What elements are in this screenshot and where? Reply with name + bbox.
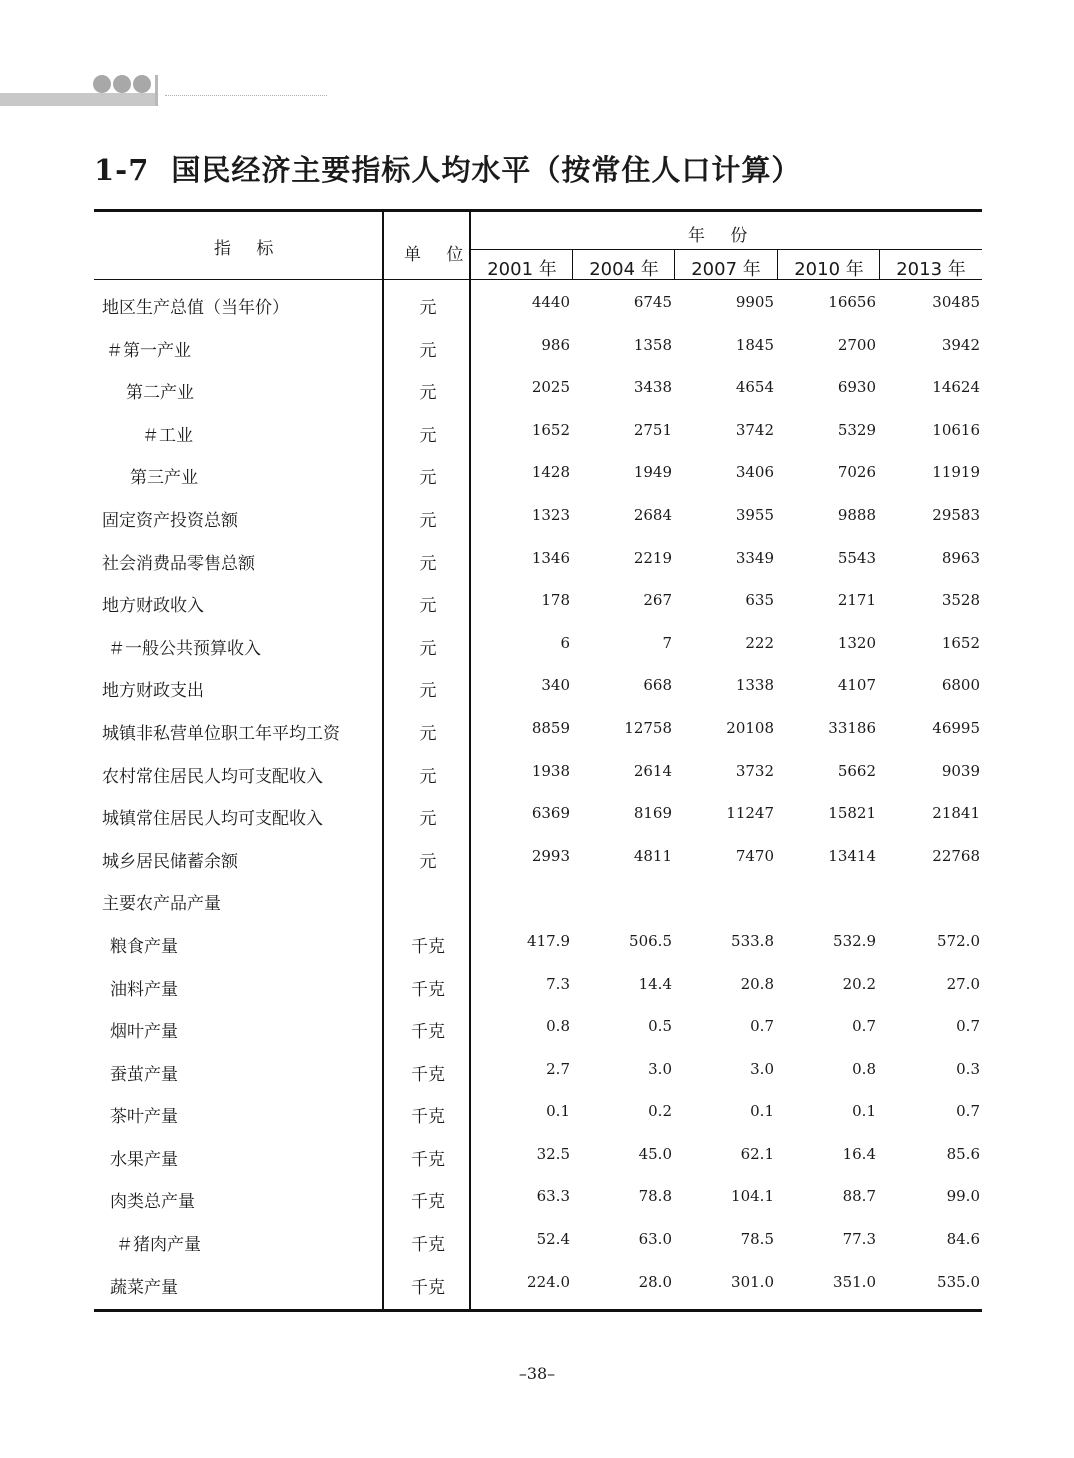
row-value-2010: 16656 xyxy=(828,293,876,311)
row-value-2010: 6930 xyxy=(837,378,876,397)
row-value-2013: 1652 xyxy=(941,633,980,652)
row-value-2010: 532.9 xyxy=(833,931,876,950)
table-row xyxy=(94,579,982,622)
row-value-2004: 6745 xyxy=(633,293,672,311)
row-value-2004: 3438 xyxy=(633,378,672,397)
table-row xyxy=(94,750,982,793)
table-row xyxy=(94,1175,982,1218)
row-value-2001: 224.0 xyxy=(527,1272,570,1291)
row-indicator: 肉类总产量 xyxy=(110,1192,195,1213)
row-value-2013: 46995 xyxy=(932,718,980,737)
row-value-2004: 668 xyxy=(643,676,672,695)
row-value-2001: 7.3 xyxy=(546,974,570,993)
table-row xyxy=(94,920,982,963)
row-indicator: 地方财政支出 xyxy=(102,681,204,702)
row-unit: 千克 xyxy=(411,979,445,1000)
row-unit: 元 xyxy=(419,766,437,787)
row-value-2007: 301.0 xyxy=(731,1272,774,1291)
row-value-2013: 84.6 xyxy=(946,1230,980,1249)
row-value-2010: 9888 xyxy=(837,505,876,524)
row-value-2013: 10616 xyxy=(932,420,980,439)
row-unit: 千克 xyxy=(411,1107,445,1128)
row-value-2007: 3.0 xyxy=(750,1059,774,1078)
row-unit: 元 xyxy=(419,809,437,830)
row-value-2007: 0.7 xyxy=(750,1017,774,1036)
row-value-2013: 21841 xyxy=(932,804,980,823)
table-row xyxy=(94,877,982,920)
row-value-2004: 2684 xyxy=(633,505,672,524)
row-value-2010: 16.4 xyxy=(842,1144,876,1163)
row-value-2004: 4811 xyxy=(633,846,672,865)
year-header-2013: 2013 年 xyxy=(896,259,966,280)
row-unit: 元 xyxy=(419,383,437,404)
row-value-2007: 78.5 xyxy=(740,1230,774,1249)
row-value-2013: 3528 xyxy=(941,591,980,610)
header-dot xyxy=(133,75,151,93)
row-indicator: 第三产业 xyxy=(130,468,198,489)
header-bar xyxy=(0,93,155,106)
row-indicator: 水果产量 xyxy=(110,1149,178,1170)
row-value-2004: 506.5 xyxy=(629,931,672,950)
row-value-2004: 2219 xyxy=(633,548,672,567)
row-indicator: 城镇常住居民人均可支配收入 xyxy=(102,809,323,830)
table-title-text: 国民经济主要指标人均水平（按常住人口计算） xyxy=(171,153,802,187)
row-value-2010: 5662 xyxy=(837,761,876,780)
row-value-2004: 0.2 xyxy=(648,1102,672,1121)
row-value-2013: 99.0 xyxy=(946,1187,980,1206)
row-indicator: 茶叶产量 xyxy=(110,1107,178,1128)
row-unit: 千克 xyxy=(411,1064,445,1085)
row-value-2001: 32.5 xyxy=(536,1144,570,1163)
row-value-2007: 635 xyxy=(745,591,774,610)
table-row xyxy=(94,537,982,580)
row-unit: 千克 xyxy=(411,1149,445,1170)
row-indicator: ＃猪肉产量 xyxy=(116,1235,201,1256)
table-row xyxy=(94,1048,982,1091)
row-indicator: 城乡居民储蓄余额 xyxy=(102,851,238,872)
row-indicator: 地方财政收入 xyxy=(102,596,204,617)
row-value-2007: 533.8 xyxy=(731,931,774,950)
row-value-2010: 351.0 xyxy=(833,1272,876,1291)
row-value-2004: 1358 xyxy=(633,335,672,354)
row-value-2013: 8963 xyxy=(941,548,980,567)
row-unit: 元 xyxy=(419,553,437,574)
row-value-2001: 178 xyxy=(541,591,570,610)
row-indicator: 固定资产投资总额 xyxy=(102,510,238,531)
row-value-2001: 52.4 xyxy=(536,1230,570,1249)
year-header-2007: 2007 年 xyxy=(691,259,761,280)
table-row xyxy=(94,366,982,409)
row-value-2007: 3406 xyxy=(735,463,774,482)
row-value-2007: 11247 xyxy=(726,804,774,823)
row-indicator: 农村常住居民人均可支配收入 xyxy=(102,766,323,787)
row-indicator: 烟叶产量 xyxy=(110,1022,178,1043)
row-value-2010: 2171 xyxy=(837,591,876,610)
row-indicator: 第二产业 xyxy=(126,383,194,404)
row-value-2001: 4440 xyxy=(531,293,570,311)
row-unit: 元 xyxy=(419,851,437,872)
indicator-header: 指 标 xyxy=(214,239,284,259)
row-unit: 元 xyxy=(419,681,437,702)
row-value-2004: 78.8 xyxy=(638,1187,672,1206)
row-value-2010: 15821 xyxy=(828,804,876,823)
row-value-2007: 3955 xyxy=(735,505,774,524)
row-value-2004: 28.0 xyxy=(638,1272,672,1291)
row-value-2001: 0.1 xyxy=(546,1102,570,1121)
row-value-2013: 6800 xyxy=(941,676,980,695)
row-value-2001: 2.7 xyxy=(546,1059,570,1078)
table-row xyxy=(94,835,982,878)
row-unit: 千克 xyxy=(411,1192,445,1213)
row-value-2010: 77.3 xyxy=(842,1230,876,1249)
year-header-2004: 2004 年 xyxy=(589,259,659,280)
row-value-2007: 1338 xyxy=(735,676,774,695)
table-body xyxy=(94,281,982,1303)
row-value-2004: 267 xyxy=(643,591,672,610)
row-unit: 千克 xyxy=(411,1235,445,1256)
row-value-2010: 88.7 xyxy=(842,1187,876,1206)
row-value-2010: 7026 xyxy=(837,463,876,482)
table-row xyxy=(94,1133,982,1176)
row-value-2013: 3942 xyxy=(941,335,980,354)
row-value-2004: 63.0 xyxy=(638,1230,672,1249)
row-value-2001: 6 xyxy=(560,633,570,652)
row-value-2007: 104.1 xyxy=(731,1187,774,1206)
table-row xyxy=(94,664,982,707)
row-indicator: 粮食产量 xyxy=(110,936,178,957)
row-value-2001: 417.9 xyxy=(527,931,570,950)
table-row xyxy=(94,281,982,324)
row-value-2004: 7 xyxy=(662,633,672,652)
row-unit: 元 xyxy=(419,510,437,531)
row-value-2007: 3732 xyxy=(735,761,774,780)
row-value-2001: 1938 xyxy=(531,761,570,780)
row-unit: 千克 xyxy=(411,1022,445,1043)
row-value-2001: 1323 xyxy=(531,505,570,524)
row-indicator: ＃一般公共预算收入 xyxy=(108,638,261,659)
row-value-2007: 4654 xyxy=(735,378,774,397)
row-value-2010: 2700 xyxy=(837,335,876,354)
row-value-2010: 1320 xyxy=(837,633,876,652)
row-value-2001: 6369 xyxy=(531,804,570,823)
header-dot xyxy=(113,75,131,93)
table-row xyxy=(94,1005,982,1048)
row-value-2004: 2751 xyxy=(633,420,672,439)
row-value-2013: 0.7 xyxy=(956,1102,980,1121)
year-group-header: 年 份 xyxy=(688,226,758,246)
row-value-2010: 0.8 xyxy=(852,1059,876,1078)
table-row xyxy=(94,1261,982,1304)
row-value-2007: 7470 xyxy=(735,846,774,865)
row-value-2010: 0.7 xyxy=(852,1017,876,1036)
row-value-2010: 33186 xyxy=(828,718,876,737)
table-top-rule xyxy=(94,209,982,212)
year-group-rule xyxy=(470,249,982,250)
page-number: –38– xyxy=(518,1364,556,1383)
row-value-2013: 27.0 xyxy=(946,974,980,993)
row-value-2001: 63.3 xyxy=(536,1187,570,1206)
row-value-2001: 8859 xyxy=(531,718,570,737)
row-value-2004: 2614 xyxy=(633,761,672,780)
row-value-2001: 0.8 xyxy=(546,1017,570,1036)
table-title xyxy=(94,148,801,189)
row-indicator: 城镇非私营单位职工年平均工资 xyxy=(102,723,340,744)
row-value-2004: 45.0 xyxy=(638,1144,672,1163)
row-value-2013: 29583 xyxy=(932,505,980,524)
table-row xyxy=(94,963,982,1006)
table-row xyxy=(94,409,982,452)
row-value-2013: 535.0 xyxy=(937,1272,980,1291)
row-value-2013: 0.7 xyxy=(956,1017,980,1036)
row-value-2007: 20108 xyxy=(726,718,774,737)
table-row xyxy=(94,451,982,494)
row-unit: 元 xyxy=(419,596,437,617)
row-value-2013: 0.3 xyxy=(956,1059,980,1078)
row-unit: 元 xyxy=(419,340,437,361)
row-indicator: 地区生产总值（当年价） xyxy=(102,298,289,318)
row-value-2001: 1346 xyxy=(531,548,570,567)
row-value-2007: 3349 xyxy=(735,548,774,567)
row-indicator: 主要农产品产量 xyxy=(102,894,221,915)
row-value-2010: 13414 xyxy=(828,846,876,865)
row-value-2013: 85.6 xyxy=(946,1144,980,1163)
table-row xyxy=(94,1218,982,1261)
row-unit: 元 xyxy=(419,298,437,318)
row-value-2007: 0.1 xyxy=(750,1102,774,1121)
row-unit: 元 xyxy=(419,723,437,744)
row-value-2007: 20.8 xyxy=(740,974,774,993)
row-value-2004: 3.0 xyxy=(648,1059,672,1078)
row-value-2004: 0.5 xyxy=(648,1017,672,1036)
table-row xyxy=(94,1090,982,1133)
header-dotted-rule xyxy=(165,95,327,96)
table-number: 1-7 xyxy=(94,153,150,187)
row-value-2013: 14624 xyxy=(932,378,980,397)
row-value-2013: 30485 xyxy=(932,293,980,311)
row-value-2013: 9039 xyxy=(941,761,980,780)
row-value-2004: 12758 xyxy=(624,718,672,737)
row-indicator: 蚕茧产量 xyxy=(110,1064,178,1085)
row-value-2001: 986 xyxy=(541,335,570,354)
row-value-2010: 5543 xyxy=(837,548,876,567)
row-unit: 千克 xyxy=(411,936,445,957)
row-value-2001: 340 xyxy=(541,676,570,695)
row-value-2004: 8169 xyxy=(633,804,672,823)
row-indicator: ＃第一产业 xyxy=(106,340,191,361)
header-dot xyxy=(93,75,111,93)
row-value-2013: 572.0 xyxy=(937,931,980,950)
row-value-2007: 1845 xyxy=(735,335,774,354)
table-row xyxy=(94,622,982,665)
row-value-2010: 5329 xyxy=(837,420,876,439)
row-value-2007: 3742 xyxy=(735,420,774,439)
header-dots xyxy=(93,75,151,93)
row-unit: 元 xyxy=(419,468,437,489)
row-value-2010: 20.2 xyxy=(842,974,876,993)
table-row xyxy=(94,707,982,750)
row-indicator: 蔬菜产量 xyxy=(110,1277,178,1298)
table-row xyxy=(94,494,982,537)
row-indicator: ＃工业 xyxy=(142,425,193,446)
row-unit: 元 xyxy=(419,425,437,446)
row-value-2007: 62.1 xyxy=(740,1144,774,1163)
row-unit: 元 xyxy=(419,638,437,659)
row-value-2004: 1949 xyxy=(633,463,672,482)
row-value-2001: 1652 xyxy=(531,420,570,439)
row-value-2001: 1428 xyxy=(531,463,570,482)
header-divider xyxy=(155,75,158,106)
row-value-2013: 22768 xyxy=(932,846,980,865)
row-value-2010: 4107 xyxy=(837,676,876,695)
table-row xyxy=(94,792,982,835)
row-indicator: 油料产量 xyxy=(110,979,178,1000)
year-header-2010: 2010 年 xyxy=(794,259,864,280)
unit-header: 单 位 xyxy=(404,245,474,265)
row-indicator: 社会消费品零售总额 xyxy=(102,553,255,574)
row-value-2013: 11919 xyxy=(932,463,980,482)
year-header-2001: 2001 年 xyxy=(487,259,557,280)
row-value-2010: 0.1 xyxy=(852,1102,876,1121)
row-unit: 千克 xyxy=(411,1277,445,1298)
row-value-2007: 9905 xyxy=(735,293,774,311)
row-value-2001: 2025 xyxy=(531,378,570,397)
table-bottom-rule xyxy=(94,1309,982,1312)
row-value-2007: 222 xyxy=(745,633,774,652)
row-value-2004: 14.4 xyxy=(638,974,672,993)
row-value-2001: 2993 xyxy=(531,846,570,865)
table-row xyxy=(94,324,982,367)
